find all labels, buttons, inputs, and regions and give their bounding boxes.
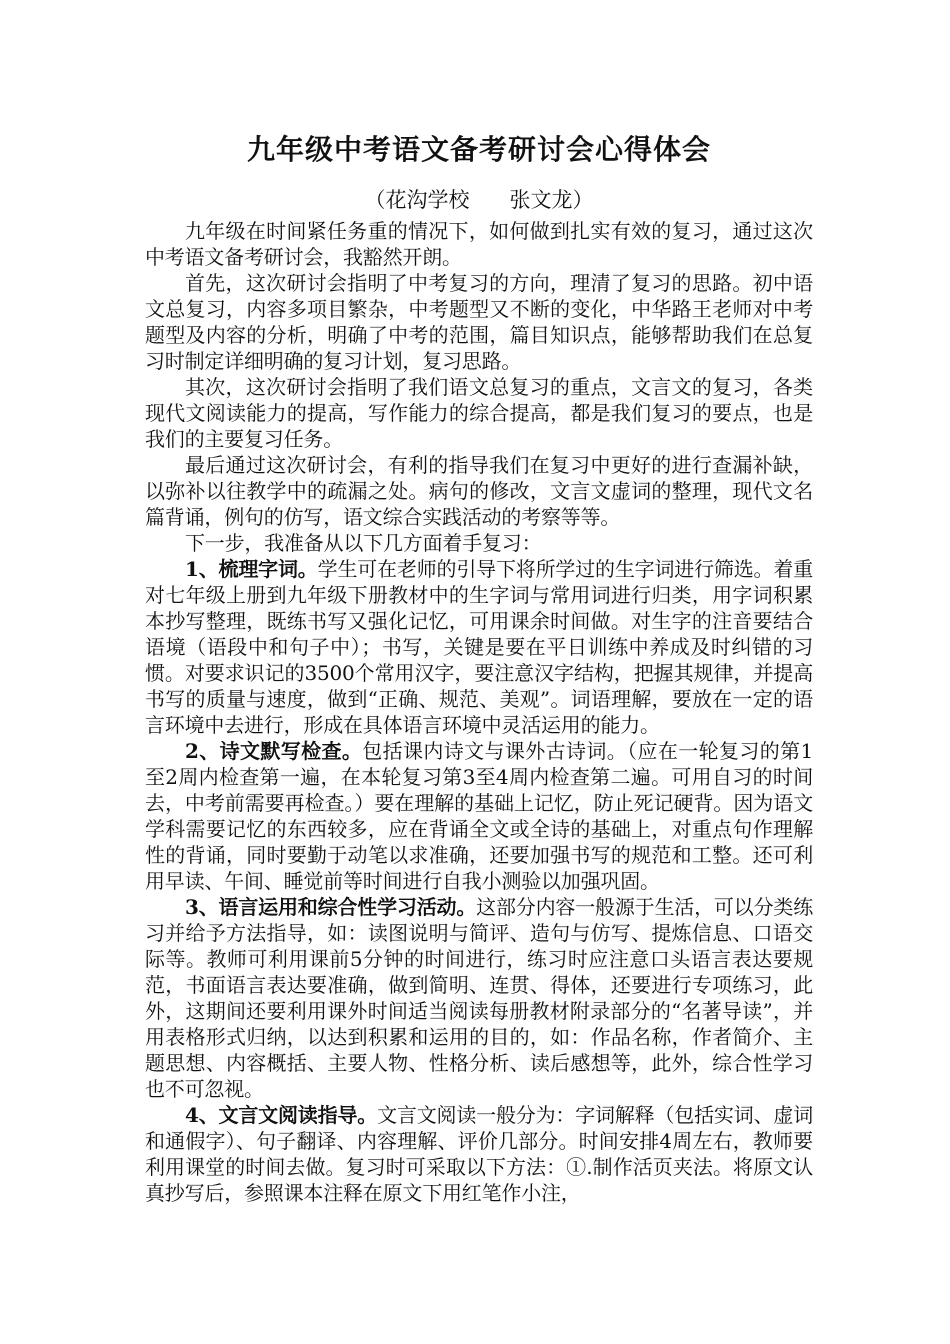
paragraph-text: 下一步，我准备从以下几方面着手复习： bbox=[185, 531, 542, 555]
paragraph-lead: 1、梳理字词。 bbox=[185, 557, 318, 581]
paragraph bbox=[145, 530, 813, 556]
paragraph-lead: 4、文言文阅读指导。 bbox=[185, 1103, 378, 1127]
paragraph bbox=[145, 270, 813, 374]
paragraph-text: 包括课内诗文与课外古诗词。（应在一轮复习的第1至2周内检查第一遍，在本轮复习第3至4周内检查第二遍。可用自习的时间去，中考前需要再检查。）要在理解的基础上记忆，防止死记硬背。因为语文学科需要记忆的东西较多，应在背诵全文或全诗的基础上，对重点句作理解性的背诵，同时要勤于动笔以求准确，还要加强书写的规范和工整。还可利用早读、午间、睡觉前等时间进行自我小测验以加强巩固。 bbox=[145, 739, 814, 893]
paragraph bbox=[145, 452, 813, 530]
paragraph-text: 文言文阅读一般分为：字词解释（包括实词、虚词和通假字）、句子翻译、内容理解、评价几部分。时间安排4周左右，教师要利用课堂的时间去做。复习时可采取以下方法：①.制作活页夹法。将原文认真抄写后，参照课本注释在原文下用红笔作小注， bbox=[145, 1103, 813, 1205]
paragraph-text: 其次，这次研讨会指明了我们语文总复习的重点，文言文的复习，各类现代文阅读能力的提高，写作能力的综合提高，都是我们复习的要点，也是我们的主要复习任务。 bbox=[145, 375, 813, 451]
paragraph-text: 首先，这次研讨会指明了中考复习的方向，理清了复习的思路。初中语文总复习，内容多项目繁杂，中考题型又不断的变化，中华路王老师对中考题型及内容的分析，明确了中考的范围，篇目知识点，能够帮助我们在总复习时制定详细明确的复习计划，复习思路。 bbox=[145, 271, 813, 373]
paragraph-lead: 3、语言运用和综合性学习活动。 bbox=[185, 895, 477, 919]
paragraph-text: 学生可在老师的引导下将所学过的生字词进行筛选。着重对七年级上册到九年级下册教材中的生字词与常用词进行归类，用字词积累本抄写整理，既练书写又强化记忆，可用课余时间做。对生字的注音要结合语境（语段中和句子中）；书写，关键是要在平日训练中养成及时纠错的习惯。对要求识记的3500个常用汉字，要注意汉字结构，把握其规律，并提高书写的质量与速度，做到“正确、规范、美观”。词语理解，要放在一定的语言环境中去进行，形成在具体语言环境中灵活运用的能力。 bbox=[145, 557, 813, 737]
paragraph-lead: 2、诗文默写检查。 bbox=[185, 739, 363, 763]
paragraph-text: 这部分内容一般源于生活，可以分类练习并给予方法指导，如：读图说明与简评、造句与仿写、提炼信息、口语交际等。教师可利用课前5分钟的时间进行，练习时应注意口头语言表达要规范，书面语言表达要准确，做到简明、连贯、得体，还要进行专项练习，此外，这期间还要利用课外时间适当阅读每册教材附录部分的“名著导读”，并用表格形式归纳，以达到积累和运用的目的，如：作品名称，作者简介、主题思想、内容概括、主要人物、性格分析、读后感想等，此外，综合性学习也不可忽视。 bbox=[145, 895, 813, 1101]
document-title: 九年级中考语文备考研讨会心得体会 bbox=[246, 133, 711, 166]
paragraph bbox=[145, 738, 813, 894]
paragraph bbox=[145, 374, 813, 452]
paragraph bbox=[145, 1102, 813, 1206]
paragraph-text: 九年级在时间紧任务重的情况下，如何做到扎实有效的复习，通过这次中考语文备考研讨会，我豁然开朗。 bbox=[145, 219, 813, 269]
paragraph bbox=[145, 218, 813, 270]
document-page bbox=[145, 128, 813, 1206]
document-author: （花沟学校 张文龙） bbox=[364, 188, 594, 212]
paragraph bbox=[145, 894, 813, 1102]
paragraph bbox=[145, 556, 813, 738]
paragraph-text: 最后通过这次研讨会，有利的指导我们在复习中更好的进行查漏补缺，以弥补以往教学中的疏漏之处。病句的修改，文言文虚词的整理，现代文名篇背诵，例句的仿写，语文综合实践活动的考察等等。 bbox=[145, 453, 813, 529]
